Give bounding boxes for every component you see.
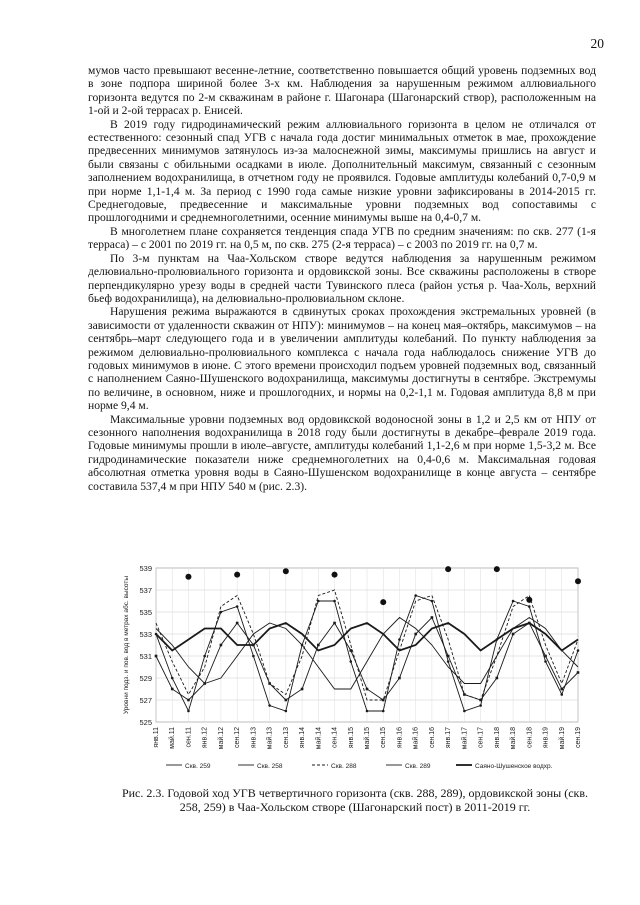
x-tick-label: янв.17: [445, 727, 453, 749]
data-point: [512, 633, 515, 636]
data-point: [479, 704, 482, 707]
x-tick-label: янв.11: [153, 727, 160, 748]
y-tick-label: 529: [139, 674, 152, 683]
data-point: [512, 600, 515, 603]
data-point: [414, 633, 417, 636]
paragraph-2: В 2019 году гидродинамический режим аллювиального горизонта в целом не отличался от естественного: сезонный спад УГВ с начала года достиг минимальных отметок в мае, прохождение предвесенних минимумов затянулось из-за малоснежной зимы, максимумы пришлись на август и были связаны с обильными осадками в июле. Дополнительный максимум, связанный с сезонным заполнением водохранилища, в отчетном году не проявился. Годовые амплитуды колебаний 0,7-0,9 м при норме 1,1-1,4 м. За период с 1990 года самые низкие уровни зафиксированы в 2014-2015 гг. Среднегодовые, предвесенние и максимальные уровни подземных вод сопоставимы с прошлогодними и среднемноголетними, осенние минимумы выше на 0,4-0,7 м.: [88, 117, 596, 225]
peak-marker: [445, 566, 451, 572]
data-point: [577, 671, 580, 674]
x-tick-label: сен.13: [282, 727, 290, 748]
legend-label: Саяно-Шушенское водхр.: [475, 763, 553, 770]
data-point: [187, 699, 190, 702]
x-tick-label: сен.19: [575, 727, 582, 748]
x-tick-label: май.15: [364, 727, 371, 750]
data-point: [431, 600, 434, 603]
x-tick-label: сен.12: [234, 727, 242, 748]
data-point: [544, 655, 547, 658]
data-point: [268, 704, 271, 707]
data-point: [171, 677, 174, 680]
data-point: [236, 622, 239, 625]
y-tick-label: 535: [139, 608, 152, 617]
legend-label: Скв. 258: [257, 763, 283, 770]
legend-label: Скв. 288: [331, 763, 357, 770]
data-point: [447, 660, 450, 663]
y-tick-label: 525: [139, 718, 152, 727]
x-tick-label: май.16: [412, 727, 420, 750]
data-point: [349, 649, 352, 652]
data-point: [349, 660, 352, 663]
data-point: [220, 611, 223, 614]
x-tick-label: май.14: [315, 727, 323, 750]
x-tick-label: май.12: [217, 727, 225, 750]
data-point: [366, 710, 369, 713]
peak-marker: [283, 568, 289, 574]
data-point: [203, 682, 206, 685]
data-point: [544, 660, 547, 663]
data-point: [236, 605, 239, 608]
x-tick-label: сен.18: [526, 727, 534, 748]
x-tick-label: май.11: [169, 727, 177, 749]
groundwater-level-chart: [116, 560, 586, 780]
x-tick-label: янв.16: [396, 727, 404, 749]
data-point: [187, 710, 190, 713]
data-point: [301, 644, 304, 647]
x-tick-label: янв.19: [542, 727, 550, 749]
peak-marker: [526, 597, 532, 603]
x-tick-label: сен.15: [380, 727, 388, 748]
x-tick-label: май.17: [461, 727, 469, 750]
peak-marker: [494, 566, 500, 572]
x-tick-label: янв.14: [299, 727, 307, 749]
x-tick-label: сен.16: [428, 727, 436, 748]
data-point: [577, 649, 580, 652]
data-point: [301, 688, 304, 691]
paragraph-4: По 3-м пунктам на Чаа-Хольском створе ведутся наблюдения за нарушенным режимом делювиально-пролювиального горизонта и ордовикской зоны. Все скважины расположены в створе перпендикулярно урезу воды в средней части Тувинского плеса (район устья р. Чаа-Холь, верхний бьеф водохранилища), на делювиально-пролювиальном склоне.: [88, 251, 596, 305]
paragraph-6: Максимальные уровни подземных вод ордовикской водоносной зоны в 1,2 и 2,5 км от НПУ от сезонного наполнения водохранилища в 2018 году были достигнуты в декабре–феврале 2019 года. Годовые минимумы прошли в июле–августе, амплитуды колебаний 1,1-2,6 м при норме 1,5-3,2 м. Все гидродинамические показатели ниже среднемноголетних на 0,4-0,6 м. Максимальная годовая абсолютная отметка уровня воды в Саяно-Шушенском водохранилище в конце августа – сентябре составила 537,4 м при НПУ 540 м (рис. 2.3).: [88, 412, 596, 493]
data-point: [382, 710, 385, 713]
data-point: [560, 693, 563, 696]
paragraph-3: В многолетнем плане сохраняется тенденция спада УГВ по средним значениям: по скв. 277 (1-я терраса) – с 2001 по 2019 гг. на 0,5 м, по скв. 275 (2-я терраса) – с 2003 по 2019 гг. на 0,7 м.: [88, 224, 596, 252]
x-tick-label: янв.12: [201, 727, 209, 749]
paragraph-1: мумов часто превышают весенне-летние, соответственно повышается общий уровень подземных вод в зоне подпора шириной более 3-х км. Наблюдения за нарушенным режимом аллювиального горизонта ведутся по 2-м скважинам в районе г. Шагонара (Шагонарский створ), расположенным на 1-ой и 2-ой террасах р. Енисей.: [88, 64, 596, 118]
x-tick-label: янв.15: [347, 727, 355, 749]
data-point: [414, 594, 417, 597]
figure-caption: Рис. 2.3. Годовой ход УГВ четвертичного горизонта (скв. 288, 289), ордовикской зоны (скв. 258, 259) в Чаа-Хольском створе (Шагонарский пост) в 2011-2019 гг.: [121, 786, 589, 814]
data-point: [155, 655, 158, 658]
data-point: [366, 688, 369, 691]
body-text: [88, 64, 596, 493]
peak-marker: [185, 574, 191, 580]
paragraph-5: Нарушения режима выражаются в сдвинутых сроках прохождения экстремальных уровней (в зависимости от удаленности скважин от НПУ): минимумов – на конец мая–октябрь, максимумов – на сентябрь–март следующего года и в увеличении амплитуды колебаний. По пункту наблюдения за режимом делювиально-пролювиального комплекса с начала года наблюдалось снижение УГВ до годовых минимумов в июне. С этого времени происходил подъем уровней подземных вод, связанный с наполнением Саяно-Шушенского водохранилища, максимумы достигнуты в сентябре. Экстремумы по величине, в основном, ниже и прошлогодних, и нормы на 0,2-1,1 м. Годовая амплитуда 8,8 м при норме 9,4 м.: [88, 305, 596, 413]
data-point: [333, 622, 336, 625]
data-point: [285, 699, 288, 702]
peak-marker: [332, 572, 338, 578]
data-point: [528, 605, 531, 608]
data-point: [317, 644, 320, 647]
data-point: [171, 688, 174, 691]
legend-label: Скв. 289: [405, 763, 431, 770]
y-tick-label: 527: [139, 696, 152, 705]
peak-marker: [575, 578, 581, 584]
data-point: [431, 616, 434, 619]
x-tick-label: сен.17: [477, 727, 485, 748]
legend-label: Скв. 259: [185, 763, 211, 770]
data-point: [398, 638, 401, 641]
y-tick-label: 539: [139, 564, 152, 573]
x-tick-label: сен.14: [331, 727, 339, 748]
data-point: [285, 710, 288, 713]
y-tick-label: 533: [139, 630, 152, 639]
x-tick-label: май.13: [266, 727, 274, 750]
data-point: [560, 688, 563, 691]
peak-marker: [380, 599, 386, 605]
data-point: [317, 600, 320, 603]
data-point: [496, 677, 499, 680]
y-axis-label: Уровни подз. и пов. вод в метрах абс. высоты: [123, 575, 130, 715]
x-tick-label: янв.18: [493, 727, 501, 749]
x-tick-label: янв.13: [250, 727, 258, 749]
data-point: [463, 710, 466, 713]
data-point: [220, 644, 223, 647]
data-point: [203, 655, 206, 658]
data-point: [333, 600, 336, 603]
x-tick-label: май.19: [558, 727, 566, 750]
peak-marker: [234, 572, 240, 578]
y-tick-label: 531: [139, 652, 152, 661]
x-tick-label: сен.11: [185, 727, 193, 748]
y-tick-label: 537: [139, 586, 152, 595]
data-point: [398, 677, 401, 680]
figure-chart: [116, 560, 586, 780]
x-tick-label: май.18: [510, 727, 518, 750]
page-number: 20: [590, 36, 604, 51]
data-point: [252, 655, 255, 658]
